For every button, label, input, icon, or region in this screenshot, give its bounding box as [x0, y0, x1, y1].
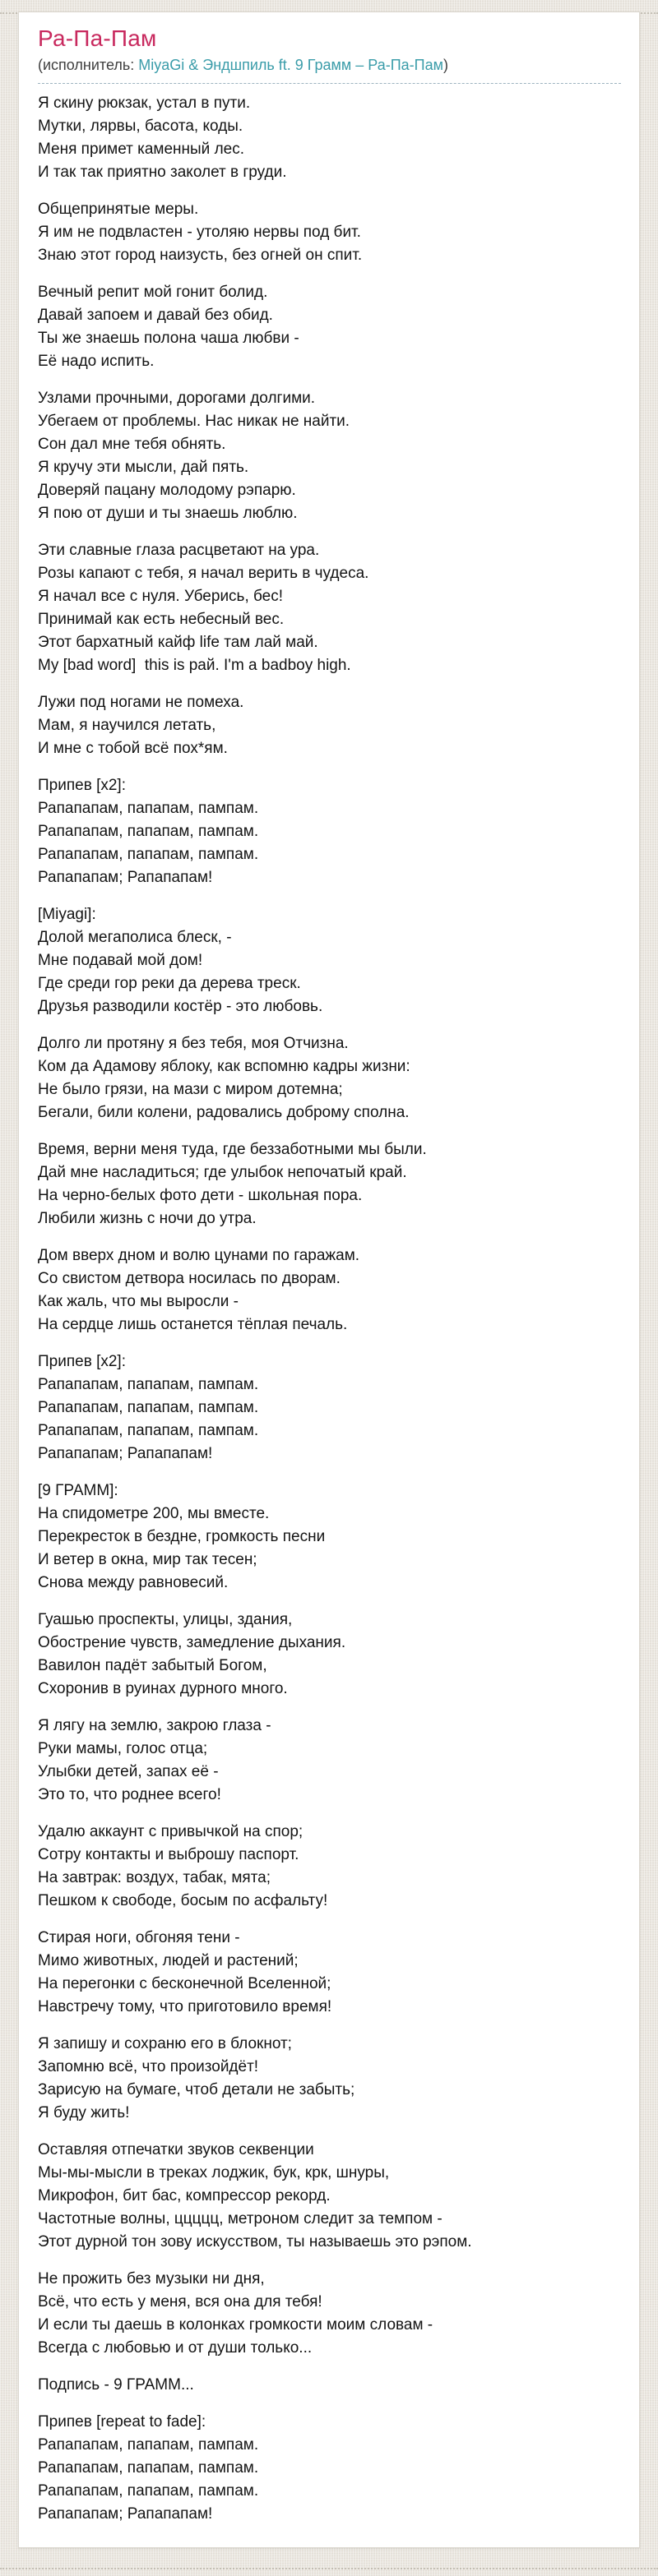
lyrics-stanza: Оставляя отпечатки звуков секвенции Мы-мы-мысли в треках лоджик, бук, крк, шнуры, Микрофон, бит бас, компрессор рекорд. Частотные волны, ццццц, метроном следит за темпом - Этот дурной тон зову искусством, ты называешь это рэпом. — [38, 2141, 472, 2251]
lyrics-stanza: Общепринятые меры. Я им не подвластен - утоляю нервы под бит. Знаю этот город наизусть, без огней он спит. — [38, 201, 363, 264]
lyrics-stanza: Стирая ноги, обгоняя тени - Мимо животных, людей и растений; На перегонки с бесконечной Вселенной; Навстречу тому, что приготовило время! — [38, 1929, 332, 2015]
lyrics-stanza: Лужи под ногами не помеха. Мам, я научился летать, И мне с тобой всё пох*ям. — [38, 694, 244, 757]
dotted-divider — [38, 83, 621, 84]
lyrics-stanza: Подпись - 9 ГРАММ... — [38, 2376, 194, 2394]
lyrics-stanza: [Miyagi]: Долой мегаполиса блеск, - Мне подавай мой дом! Где среди гор реки да дерева треск. Друзья разводили костёр - это любовь. — [38, 906, 323, 1015]
lyrics-stanza: Дом вверх дном и волю цунами по гаражам. Со свистом детвора носилась по дворам. Как жаль, что мы выросли - На сердце лишь останется тёплая печаль. — [38, 1247, 360, 1333]
lyrics — [38, 92, 621, 2526]
lyrics-stanza: Эти славные глаза расцветают на ура. Розы капают с тебя, я начал верить в чудеса. Я начал все с нуля. Уберись, бес! Принимай как есть небесный вес. Этот бархатный кайф life там лай май. My [bad word] this is рай. I'm a badboy high. — [38, 542, 369, 674]
performer-close: ) — [443, 57, 448, 73]
lyrics-stanza: Припев [repeat to fade]: Рапапапам, папапам, пампам. Рапапапам, папапам, пампам. Рапапапам, папапам, пампам. Рапапапам; Рапапапам! — [38, 2413, 259, 2523]
lyrics-stanza: Удалю аккаунт с привычкой на спор; Сотру контакты и выброшу паспорт. На завтрак: воздух, табак, мята; Пешком к свободе, босым по асфальту! — [38, 1823, 328, 1909]
lyrics-stanza: Вечный репит мой гонит болид. Давай запоем и давай без обид. Ты же знаешь полона чаша любви - Её надо испить. — [38, 284, 299, 370]
page-background — [0, 12, 658, 2576]
artist-line — [38, 55, 621, 83]
lyrics-stanza: Не прожить без музыки ни дня, Всё, что есть у меня, вся она для тебя! И если ты даешь в колонках громкости моим словам - Всегда с любовью и от души только... — [38, 2270, 433, 2357]
lyrics-stanza: Припев [x2]: Рапапапам, папапам, пампам. Рапапапам, папапам, пампам. Рапапапам, папапам, пампам. Рапапапам; Рапапапам! — [38, 777, 259, 886]
song-title: Ра-Па-Пам — [38, 25, 157, 51]
lyrics-card — [18, 12, 640, 2548]
background-stitch-bottom — [0, 2568, 658, 2569]
lyrics-stanza: Узлами прочными, дорогами долгими. Убегаем от проблемы. Нас никак не найти. Сон дал мне тебя обнять. Я кручу эти мысли, дай пять. Доверяй пацану молодому рэпарю. Я пою от души и ты знаешь люблю. — [38, 390, 350, 522]
performer-label: (исполнитель: — [38, 57, 139, 73]
lyrics-stanza: [9 ГРАММ]: На спидометре 200, мы вместе. Перекресток в бездне, громкость песни И ветер в окна, мир так тесен; Снова между равновесий. — [38, 1482, 326, 1591]
lyrics-stanza: Гуашью проспекты, улицы, здания, Обострение чувств, замедление дыхания. Вавилон падёт забытый Богом, Схоронив в руинах дурного много. — [38, 1611, 346, 1697]
lyrics-stanza: Я скину рюкзак, устал в пути. Мутки, лярвы, басота, коды. Меня примет каменный лес. И так так приятно заколет в груди. — [38, 95, 287, 181]
lyrics-stanza: Я запишу и сохраню его в блокнот; Запомню всё, что произойдёт! Зарисую на бумаге, чтоб детали не забыть; Я буду жить! — [38, 2035, 355, 2121]
lyrics-stanza: Я лягу на землю, закрою глаза - Руки мамы, голос отца; Улыбки детей, запах её - Это то, что роднее всего! — [38, 1717, 271, 1803]
lyrics-stanza: Время, верни меня туда, где беззаботными мы были. Дай мне насладиться; где улыбок непочатый край. На черно-белых фото дети - школьная пора. Любили жизнь с ночи до утра. — [38, 1141, 427, 1227]
artist-link[interactable]: MiyaGi & Эндшпиль ft. 9 Грамм – Ра-Па-Пам — [138, 57, 443, 73]
lyrics-stanza: Долго ли протяну я без тебя, моя Отчизна. Ком да Адамову яблоку, как вспомню кадры жизни: Не было грязи, на мази с миром дотемна; Бегали, били колени, радовались доброму сполна. — [38, 1035, 410, 1121]
lyrics-stanza: Припев [x2]: Рапапапам, папапам, пампам. Рапапапам, папапам, пампам. Рапапапам, папапам, пампам. Рапапапам; Рапапапам! — [38, 1353, 259, 1462]
